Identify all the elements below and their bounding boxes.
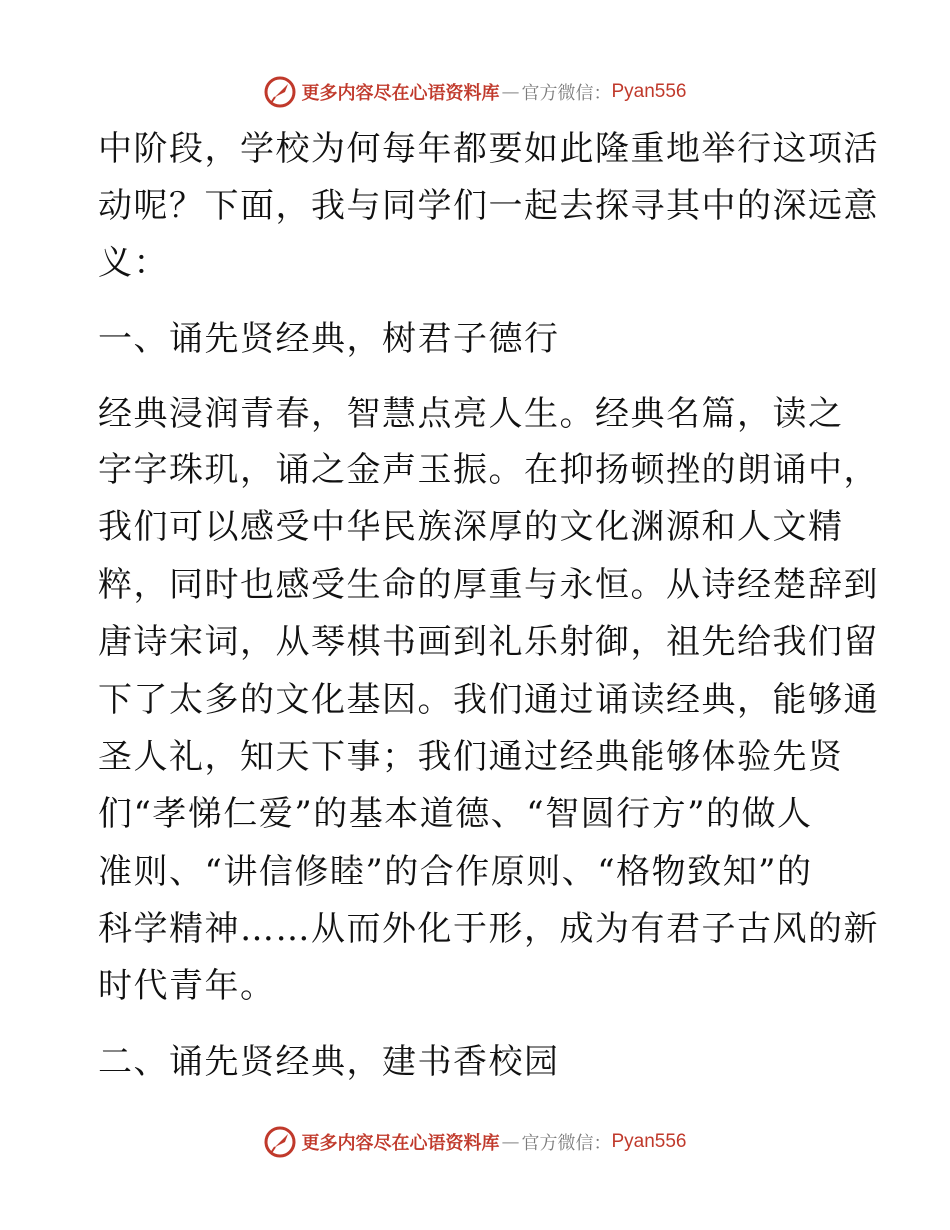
watermark-org: 官方微信： bbox=[521, 83, 612, 104]
watermark-footer bbox=[0, 1122, 950, 1162]
text-line: 经典浸润青春，智慧点亮人生。经典名篇，读之 bbox=[98, 394, 844, 434]
watermark-org: 官方微信： bbox=[521, 1133, 612, 1154]
quill-logo-icon bbox=[263, 75, 297, 109]
text-line: 圣人礼，知天下事；我们通过经典能够体验先贤 bbox=[98, 737, 844, 777]
watermark-dash: — bbox=[501, 1131, 520, 1153]
section-heading: 一、诵先贤经典，树君子德行 bbox=[98, 319, 560, 359]
text-line: 中阶段，学校为何每年都要如此隆重地举行这项活 bbox=[98, 129, 879, 169]
text-line: 义： bbox=[98, 243, 169, 283]
quill-logo-icon bbox=[263, 1125, 297, 1159]
section-heading: 二、诵先贤经典，建书香校园 bbox=[98, 1042, 560, 1082]
text-line: 下了太多的文化基因。我们通过诵读经典，能够通 bbox=[98, 680, 879, 720]
text-line: 粹，同时也感受生命的厚重与永恒。从诗经楚辞到 bbox=[98, 565, 879, 605]
watermark-id: Pyan556 bbox=[611, 81, 687, 102]
text-line: 字字珠玑，诵之金声玉振。在抑扬顿挫的朗诵中， bbox=[98, 450, 879, 490]
text-line: 时代青年。 bbox=[98, 966, 276, 1006]
text-line: 我们可以感受中华民族深厚的文化渊源和人文精 bbox=[98, 507, 844, 547]
text-line: 科学精神……从而外化于形，成为有君子古风的新 bbox=[98, 909, 879, 949]
text-line: 准则、“讲信修睦”的合作原则、“格物致知”的 bbox=[98, 852, 813, 892]
text-line: 唐诗宋词，从琴棋书画到礼乐射御，祖先给我们留 bbox=[98, 622, 879, 662]
text-line: 动呢？下面，我与同学们一起去探寻其中的深远意 bbox=[98, 186, 879, 226]
watermark-text: 更多内容尽在心语资料库 bbox=[301, 1133, 500, 1154]
watermark-text: 更多内容尽在心语资料库 bbox=[301, 83, 500, 104]
watermark-header bbox=[0, 72, 950, 112]
watermark-dash: — bbox=[501, 81, 520, 103]
text-line: 们“孝悌仁爱”的基本道德、“智圆行方”的做人 bbox=[98, 794, 813, 834]
watermark-id: Pyan556 bbox=[611, 1131, 687, 1152]
